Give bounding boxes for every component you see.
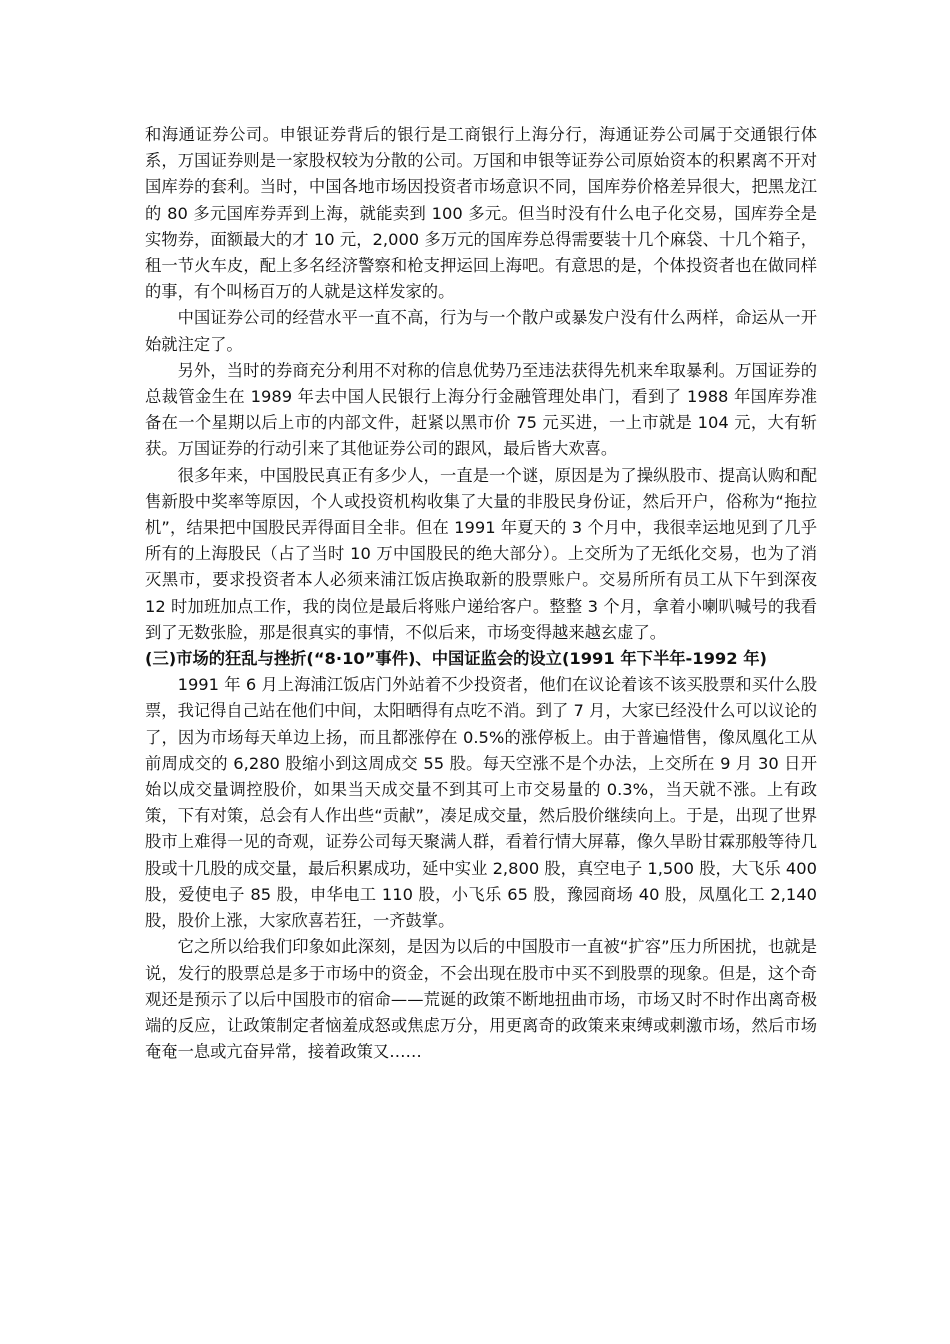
document-page (145, 122, 817, 1065)
paragraph-investor-count: 很多年来，中国股民真正有多少人，一直是一个谜，原因是为了操纵股市、提高认购和配售新股中奖率等原因，个人或投资机构收集了大量的非股民身份证，然后开户，俗称为“拖拉机”，结果把中国股民弄得面目全非。但在 1991 年夏天的 3 个月中，我很幸运地见到了几乎所有的上海股民（占了当时 10 万中国股民的绝大部分）。上交所为了无纸化交易，也为了消灭黑市，要求投资者本人必须来浦江饭店换取新的股票账户。交易所所有员工从下午到深夜 12 时加班加点工作，我的岗位是最后将账户递给客户。整整 3 个月，拿着小喇叭喊号的我看到了无数张脸，那是很真实的事情，不似后来，市场变得越来越玄虚了。 (145, 465, 817, 642)
paragraph-continued: 和海通证券公司。申银证券背后的银行是工商银行上海分行，海通证券公司属于交通银行体系，万国证券则是一家股权较为分散的公司。万国和申银等证券公司原始资本的积累离不开对国库券的套利。当时，中国各地市场因投资者市场意识不同，国库券价格差异很大，把黑龙江的 80 多元国库券弄到上海，就能卖到 100 多元。但当时没有什么电子化交易，国库券全是实物券，面额最大的才 10 元，2,000 多万元的国库券总得需要装十几个麻袋、十几个箱子，租一节火车皮，配上多名经济警察和枪支押运回上海吧。有意思的是，个体投资者也在做同样的事，有个叫杨百万的人就是这样发家的。 (145, 125, 817, 302)
section-heading: (三)市场的狂乱与挫折(“8·10”事件)、中国证监会的设立(1991 年下半年-1992 年) (145, 649, 767, 669)
paragraph-information-advantage: 另外，当时的券商充分利用不对称的信息优势乃至违法获得先机来牟取暴利。万国证券的总裁管金生在 1989 年去中国人民银行上海分行金融管理处串门，看到了 1988 年国库券准备在一个星期以后上市的内部文件，赶紧以黑市价 75 元买进，一上市就是 104 元，大有斩获。万国证券的行动引来了其他证券公司的跟风，最后皆大欢喜。 (145, 360, 817, 459)
paragraph-business-level: 中国证券公司的经营水平一直不高，行为与一个散户或暴发户没有什么两样，命运从一开始就注定了。 (145, 308, 817, 354)
paragraph-market-destiny: 它之所以给我们印象如此深刻，是因为以后的中国股市一直被“扩容”压力所困扰，也就是说，发行的股票总是多于市场中的资金，不会出现在股市中买不到股票的现象。但是，这个奇观还是预示了以后中国股市的宿命——荒诞的政策不断地扭曲市场，市场又时不时作出离奇极端的反应，让政策制定者恼羞成怒或焦虑万分，用更离奇的政策来束缚或刺激市场，然后市场奄奄一息或亢奋异常，接着政策又…… (145, 937, 817, 1062)
paragraph-market-frenzy: 1991 年 6 月上海浦江饭店门外站着不少投资者，他们在议论着该不该买股票和买什么股票，我记得自己站在他们中间，太阳晒得有点吃不消。到了 7 月，大家已经没什么可以议论的了，因为市场每天单边上扬，而且都涨停在 0.5%的涨停板上。由于普遍惜售，像凤凰化工从前周成交的 6,280 股缩小到这周成交 55 股。每天空涨不是个办法，上交所在 9 月 30 日开始以成交量调控股价，如果当天成交量不到其可上市交易量的 0.3%，当天就不涨。上有政策，下有对策，总会有人作出些“贡献”，凑足成交量，然后股价继续向上。于是，出现了世界股市上难得一见的奇观，证券公司每天聚满人群，看着行情大屏幕，像久旱盼甘霖那般等待几股或十几股的成交量，最后积累成功，延中实业 2,800 股，真空电子 1,500 股，大飞乐 400 股，爱使电子 85 股，申华电工 110 股，小飞乐 65 股，豫园商场 40 股，凤凰化工 2,140 股，股价上涨，大家欣喜若狂，一齐鼓掌。 (145, 675, 817, 931)
